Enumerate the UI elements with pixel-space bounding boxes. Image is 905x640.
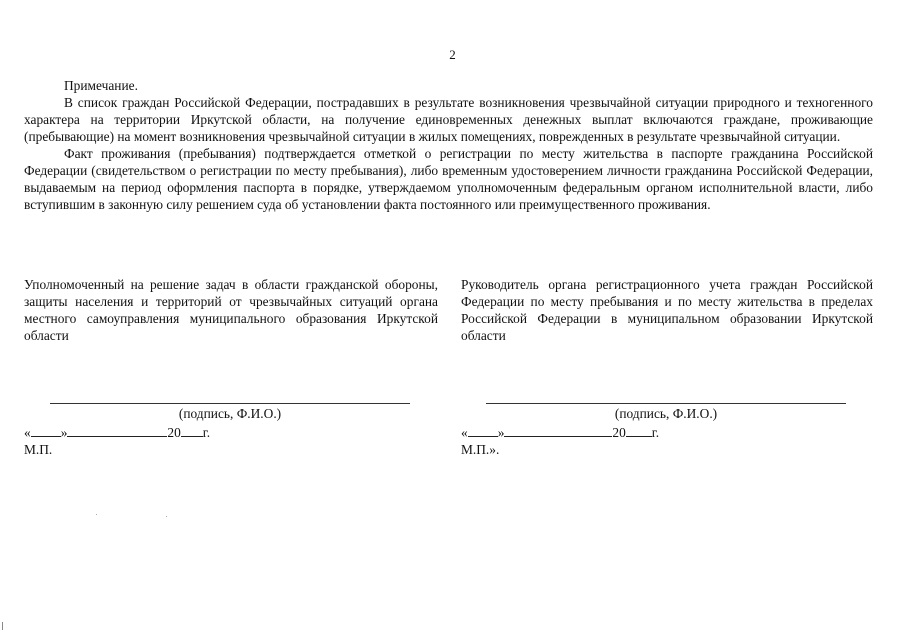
left-date-quote-close: » [60,425,68,440]
right-date-quote-open: « [461,425,468,440]
right-date-year-blank [626,424,652,437]
right-date-day-blank [468,424,498,437]
left-signature-line [50,403,410,404]
right-date-month-blank [504,424,612,437]
left-date-year-blank [181,424,203,437]
right-date-year-suffix: г. [651,425,660,440]
left-signatory-title: Уполномоченный на решение задач в области гражданской обороны, защиты населения и территорий от чрезвычайных ситуаций органа местного самоуправления муниципального образования Иркутской области [24,277,438,343]
left-date-day-blank [31,424,61,437]
note-paragraph-eligibility: В список граждан Российской Федерации, пострадавших в результате возникновения чрезвычайной ситуации природного и техногенного характера на территории Иркутской области, на получение единовременных денежных выплат включаются граждане, проживающие (пребывающие) на момент возникновения чрезвычайной ситуации в жилых помещениях, поврежденных в результате чрезвычайной ситуации. [24,95,873,144]
right-signature-line [486,403,846,404]
left-date-month-blank [67,424,167,437]
left-date-year-prefix: 20 [167,425,181,440]
right-date-quote-close: » [497,425,505,440]
page-number: 2 [449,47,456,62]
note-section [24,77,873,213]
right-stamp-place: М.П.». [461,442,500,457]
left-stamp-place: М.П. [24,442,53,457]
note-paragraph-residence-proof: Факт проживания (пребывания) подтверждается отметкой о регистрации по месту жительства в паспорте гражданина Российской Федерации (свидетельством о регистрации по месту пребывания), либо временным удостоверением личности гражданина Российской Федерации, выдаваемым на период оформления паспорта в порядке, утверждаемом уполномоченным федеральным органом исполнительной власти, либо вступившим в законную силу решением суда об установлении факта постоянного или преимущественного проживания. [24,146,873,212]
left-signature-caption: (подпись, Ф.И.О.) [178,406,282,421]
left-date-quote-open: « [24,425,31,440]
right-date-field [461,424,659,441]
scan-speck [96,514,97,515]
right-signature-caption: (подпись, Ф.И.О.) [614,406,718,421]
note-title: Примечание. [64,78,138,93]
right-date-year-prefix: 20 [612,425,626,440]
right-signatory-title: Руководитель органа регистрационного учета граждан Российской Федерации по месту пребывания и по месту жительства в пределах Российской Федерации в муниципальном образовании Иркутской области [461,277,873,343]
left-date-year-suffix: г. [202,425,211,440]
left-date-field [24,424,210,441]
scan-speck [166,516,167,517]
scan-edge-mark [2,622,3,630]
